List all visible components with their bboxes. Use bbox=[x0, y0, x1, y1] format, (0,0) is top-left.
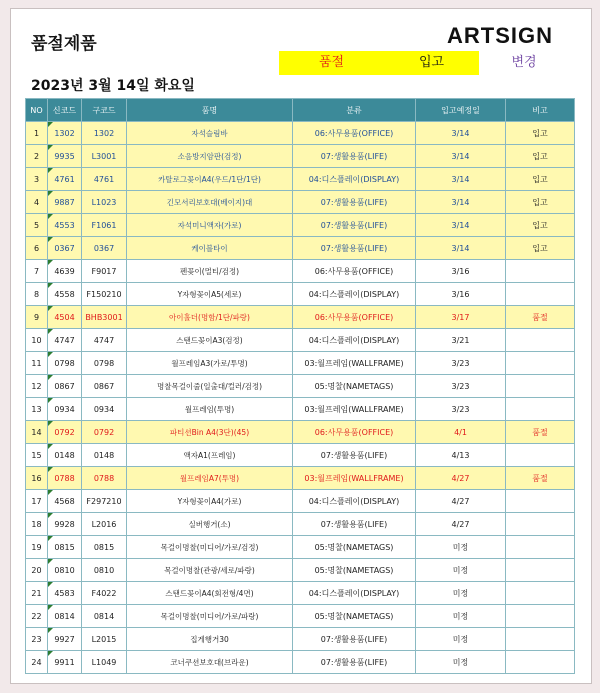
cell-note: 입고 bbox=[506, 237, 575, 260]
cell-category: 05:명찰(NAMETAGS) bbox=[293, 605, 416, 628]
table-row bbox=[26, 444, 575, 467]
cell-old-code: F297210 bbox=[82, 490, 127, 513]
cell-row-no: 18 bbox=[26, 513, 48, 536]
cell-eta: 3/14 bbox=[416, 145, 506, 168]
cell-product-name: 코너쿠션보호대(브라운) bbox=[127, 651, 293, 674]
table-row bbox=[26, 191, 575, 214]
cell-new-code: 9887 bbox=[48, 191, 82, 214]
table-row bbox=[26, 467, 575, 490]
cell-category: 07:생활용품(LIFE) bbox=[293, 214, 416, 237]
cell-eta: 3/14 bbox=[416, 168, 506, 191]
cell-new-code: 0810 bbox=[48, 559, 82, 582]
cell-note bbox=[506, 605, 575, 628]
cell-old-code: L3001 bbox=[82, 145, 127, 168]
cell-note: 입고 bbox=[506, 168, 575, 191]
cell-new-code: 9911 bbox=[48, 651, 82, 674]
table-row bbox=[26, 329, 575, 352]
cell-category: 03:월프레임(WALLFRAME) bbox=[293, 467, 416, 490]
table-row bbox=[26, 352, 575, 375]
cell-row-no: 15 bbox=[26, 444, 48, 467]
cell-new-code: 4639 bbox=[48, 260, 82, 283]
cell-note bbox=[506, 329, 575, 352]
cell-product-name: 목걸이명찰(미디어/가로/파랑) bbox=[127, 605, 293, 628]
cell-note bbox=[506, 283, 575, 306]
cell-new-code: 9935 bbox=[48, 145, 82, 168]
cell-note bbox=[506, 444, 575, 467]
cell-category: 04:디스플레이(DISPLAY) bbox=[293, 582, 416, 605]
cell-eta: 3/16 bbox=[416, 283, 506, 306]
cell-eta: 3/23 bbox=[416, 398, 506, 421]
cell-product-name: 월프레임A7(투명) bbox=[127, 467, 293, 490]
cell-eta: 미정 bbox=[416, 651, 506, 674]
cell-eta: 3/14 bbox=[416, 191, 506, 214]
cell-category: 06:사무용품(OFFICE) bbox=[293, 421, 416, 444]
cell-product-name: 펜꽂이(멀티/검정) bbox=[127, 260, 293, 283]
cell-row-no: 12 bbox=[26, 375, 48, 398]
cell-note bbox=[506, 559, 575, 582]
cell-new-code: 0148 bbox=[48, 444, 82, 467]
table-row bbox=[26, 168, 575, 191]
cell-row-no: 2 bbox=[26, 145, 48, 168]
cell-old-code: 0792 bbox=[82, 421, 127, 444]
cell-product-name: 자석미니액자(가로) bbox=[127, 214, 293, 237]
cell-category: 06:사무용품(OFFICE) bbox=[293, 122, 416, 145]
cell-note: 품절 bbox=[506, 467, 575, 490]
cell-new-code: 9928 bbox=[48, 513, 82, 536]
cell-eta: 3/23 bbox=[416, 375, 506, 398]
cell-note bbox=[506, 536, 575, 559]
cell-row-no: 13 bbox=[26, 398, 48, 421]
cell-old-code: 4761 bbox=[82, 168, 127, 191]
cell-category: 03:월프레임(WALLFRAME) bbox=[293, 352, 416, 375]
table-row bbox=[26, 214, 575, 237]
cell-old-code: 0814 bbox=[82, 605, 127, 628]
cell-note: 입고 bbox=[506, 145, 575, 168]
cell-row-no: 19 bbox=[26, 536, 48, 559]
cell-category: 06:사무용품(OFFICE) bbox=[293, 306, 416, 329]
cell-old-code: BHB3001 bbox=[82, 306, 127, 329]
cell-old-code: 4747 bbox=[82, 329, 127, 352]
cell-product-name: 집게행거30 bbox=[127, 628, 293, 651]
cell-new-code: 9927 bbox=[48, 628, 82, 651]
cell-old-code: 0934 bbox=[82, 398, 127, 421]
table-row bbox=[26, 145, 575, 168]
soldout-table bbox=[25, 98, 575, 674]
cell-row-no: 6 bbox=[26, 237, 48, 260]
table-row bbox=[26, 237, 575, 260]
cell-new-code: 4504 bbox=[48, 306, 82, 329]
cell-eta: 3/14 bbox=[416, 122, 506, 145]
cell-old-code: L1023 bbox=[82, 191, 127, 214]
cell-category: 03:월프레임(WALLFRAME) bbox=[293, 398, 416, 421]
cell-category: 04:디스플레이(DISPLAY) bbox=[293, 329, 416, 352]
cell-row-no: 8 bbox=[26, 283, 48, 306]
cell-note bbox=[506, 260, 575, 283]
table-row bbox=[26, 559, 575, 582]
cell-old-code: L1049 bbox=[82, 651, 127, 674]
cell-note bbox=[506, 582, 575, 605]
cell-eta: 3/17 bbox=[416, 306, 506, 329]
cell-product-name: 소음방지암판(검정) bbox=[127, 145, 293, 168]
cell-old-code: 0810 bbox=[82, 559, 127, 582]
cell-note bbox=[506, 651, 575, 674]
col-new-code: 신코드 bbox=[48, 99, 82, 122]
cell-note: 입고 bbox=[506, 214, 575, 237]
cell-eta: 3/21 bbox=[416, 329, 506, 352]
cell-row-no: 11 bbox=[26, 352, 48, 375]
table-row bbox=[26, 651, 575, 674]
legend-changed: 변경 bbox=[511, 55, 537, 70]
cell-old-code: L2016 bbox=[82, 513, 127, 536]
col-category: 분류 bbox=[293, 99, 416, 122]
cell-category: 07:생활용품(LIFE) bbox=[293, 191, 416, 214]
cell-product-name: 자석슬림바 bbox=[127, 122, 293, 145]
cell-eta: 4/27 bbox=[416, 467, 506, 490]
cell-product-name: 카탈로그꽂이A4(우드/1단/1단) bbox=[127, 168, 293, 191]
cell-new-code: 1302 bbox=[48, 122, 82, 145]
cell-note bbox=[506, 628, 575, 651]
cell-category: 04:디스플레이(DISPLAY) bbox=[293, 283, 416, 306]
cell-row-no: 4 bbox=[26, 191, 48, 214]
table-row bbox=[26, 375, 575, 398]
table-header bbox=[26, 99, 575, 122]
cell-note bbox=[506, 398, 575, 421]
col-note: 비고 bbox=[506, 99, 575, 122]
legend-incoming: 입고 bbox=[384, 51, 479, 75]
cell-new-code: 4553 bbox=[48, 214, 82, 237]
cell-row-no: 5 bbox=[26, 214, 48, 237]
table-row bbox=[26, 536, 575, 559]
cell-old-code: 0788 bbox=[82, 467, 127, 490]
cell-row-no: 9 bbox=[26, 306, 48, 329]
table-row bbox=[26, 260, 575, 283]
cell-new-code: 0814 bbox=[48, 605, 82, 628]
cell-note bbox=[506, 352, 575, 375]
cell-old-code: F1061 bbox=[82, 214, 127, 237]
cell-eta: 미정 bbox=[416, 559, 506, 582]
cell-new-code: 4558 bbox=[48, 283, 82, 306]
col-name: 품명 bbox=[127, 99, 293, 122]
cell-category: 05:명찰(NAMETAGS) bbox=[293, 559, 416, 582]
table-row bbox=[26, 628, 575, 651]
cell-new-code: 0367 bbox=[48, 237, 82, 260]
cell-new-code: 4747 bbox=[48, 329, 82, 352]
cell-product-name: 케이블타이 bbox=[127, 237, 293, 260]
cell-row-no: 22 bbox=[26, 605, 48, 628]
cell-row-no: 10 bbox=[26, 329, 48, 352]
cell-new-code: 0792 bbox=[48, 421, 82, 444]
cell-note: 품절 bbox=[506, 306, 575, 329]
cell-row-no: 14 bbox=[26, 421, 48, 444]
cell-note bbox=[506, 490, 575, 513]
cell-row-no: 3 bbox=[26, 168, 48, 191]
table-row bbox=[26, 605, 575, 628]
table-row bbox=[26, 421, 575, 444]
cell-row-no: 24 bbox=[26, 651, 48, 674]
cell-category: 05:명찰(NAMETAGS) bbox=[293, 375, 416, 398]
cell-eta: 3/16 bbox=[416, 260, 506, 283]
cell-old-code: F4022 bbox=[82, 582, 127, 605]
cell-new-code: 0815 bbox=[48, 536, 82, 559]
cell-new-code: 4761 bbox=[48, 168, 82, 191]
cell-eta: 4/27 bbox=[416, 490, 506, 513]
cell-eta: 4/1 bbox=[416, 421, 506, 444]
table-row bbox=[26, 513, 575, 536]
cell-old-code: 0798 bbox=[82, 352, 127, 375]
cell-new-code: 0867 bbox=[48, 375, 82, 398]
table-row bbox=[26, 490, 575, 513]
cell-product-name: 목걸이명찰(관광/세로/파랑) bbox=[127, 559, 293, 582]
cell-old-code: 0148 bbox=[82, 444, 127, 467]
cell-eta: 4/27 bbox=[416, 513, 506, 536]
cell-old-code: 0367 bbox=[82, 237, 127, 260]
cell-product-name: 스탠드꽂이A4(회전형/4면) bbox=[127, 582, 293, 605]
cell-category: 07:생활용품(LIFE) bbox=[293, 237, 416, 260]
cell-row-no: 16 bbox=[26, 467, 48, 490]
cell-product-name: 월프레임(투명) bbox=[127, 398, 293, 421]
cell-row-no: 20 bbox=[26, 559, 48, 582]
cell-eta: 미정 bbox=[416, 628, 506, 651]
cell-category: 06:사무용품(OFFICE) bbox=[293, 260, 416, 283]
cell-row-no: 1 bbox=[26, 122, 48, 145]
cell-product-name: Y자형꽂이A4(가로) bbox=[127, 490, 293, 513]
cell-product-name: 아이홀더(명함/1단/파랑) bbox=[127, 306, 293, 329]
cell-category: 07:생활용품(LIFE) bbox=[293, 513, 416, 536]
cell-category: 07:생활용품(LIFE) bbox=[293, 651, 416, 674]
cell-product-name: 긴모서리보호대(베이지)대 bbox=[127, 191, 293, 214]
cell-eta: 3/14 bbox=[416, 237, 506, 260]
cell-eta: 4/13 bbox=[416, 444, 506, 467]
cell-new-code: 0798 bbox=[48, 352, 82, 375]
col-eta: 입고예정일 bbox=[416, 99, 506, 122]
cell-product-name: Y자형꽂이A5(세로) bbox=[127, 283, 293, 306]
cell-product-name: 파티션Bin A4(3단)(45) bbox=[127, 421, 293, 444]
report-date: 2023년 3월 14일 화요일 bbox=[31, 78, 195, 94]
cell-category: 07:생활용품(LIFE) bbox=[293, 145, 416, 168]
cell-product-name: 목걸이명찰(미디어/가로/검정) bbox=[127, 536, 293, 559]
table-row bbox=[26, 398, 575, 421]
cell-old-code: F150210 bbox=[82, 283, 127, 306]
cell-product-name: 실버행거(소) bbox=[127, 513, 293, 536]
cell-row-no: 23 bbox=[26, 628, 48, 651]
cell-category: 04:디스플레이(DISPLAY) bbox=[293, 490, 416, 513]
table-row bbox=[26, 582, 575, 605]
cell-row-no: 7 bbox=[26, 260, 48, 283]
cell-new-code: 4583 bbox=[48, 582, 82, 605]
legend-soldout: 품절 bbox=[279, 51, 384, 75]
document-sheet bbox=[10, 8, 592, 684]
cell-product-name: 명찰목걸이줄(일출대/컬러/검정) bbox=[127, 375, 293, 398]
cell-eta: 미정 bbox=[416, 605, 506, 628]
table-body bbox=[26, 122, 575, 674]
page-title: 품절제품 bbox=[31, 34, 97, 54]
cell-category: 05:명찰(NAMETAGS) bbox=[293, 536, 416, 559]
cell-note: 품절 bbox=[506, 421, 575, 444]
col-no: NO bbox=[26, 99, 48, 122]
cell-note: 입고 bbox=[506, 191, 575, 214]
cell-new-code: 0934 bbox=[48, 398, 82, 421]
cell-product-name: 월프레임A3(가로/투명) bbox=[127, 352, 293, 375]
table-row bbox=[26, 306, 575, 329]
cell-eta: 3/23 bbox=[416, 352, 506, 375]
cell-old-code: L2015 bbox=[82, 628, 127, 651]
col-old-code: 구코드 bbox=[82, 99, 127, 122]
cell-note bbox=[506, 375, 575, 398]
cell-row-no: 21 bbox=[26, 582, 48, 605]
cell-note: 입고 bbox=[506, 122, 575, 145]
cell-product-name: 스탠드꽂이A3(검정) bbox=[127, 329, 293, 352]
cell-new-code: 4568 bbox=[48, 490, 82, 513]
cell-category: 07:생활용품(LIFE) bbox=[293, 628, 416, 651]
cell-old-code: 0867 bbox=[82, 375, 127, 398]
cell-category: 04:디스플레이(DISPLAY) bbox=[293, 168, 416, 191]
cell-new-code: 0788 bbox=[48, 467, 82, 490]
cell-eta: 3/14 bbox=[416, 214, 506, 237]
brand-logo: ARTSIGN bbox=[447, 23, 553, 48]
cell-product-name: 액자A1(프레임) bbox=[127, 444, 293, 467]
cell-eta: 미정 bbox=[416, 536, 506, 559]
cell-old-code: F9017 bbox=[82, 260, 127, 283]
cell-category: 07:생활용품(LIFE) bbox=[293, 444, 416, 467]
table-row bbox=[26, 122, 575, 145]
cell-eta: 미정 bbox=[416, 582, 506, 605]
cell-old-code: 0815 bbox=[82, 536, 127, 559]
cell-row-no: 17 bbox=[26, 490, 48, 513]
table-row bbox=[26, 283, 575, 306]
cell-old-code: 1302 bbox=[82, 122, 127, 145]
cell-note bbox=[506, 513, 575, 536]
